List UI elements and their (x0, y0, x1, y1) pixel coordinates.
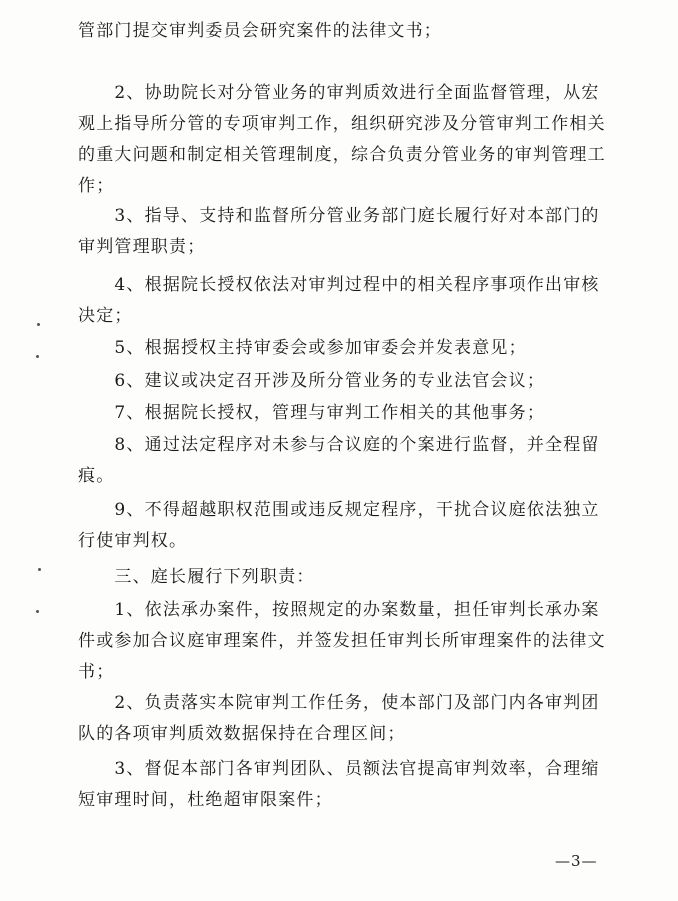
paragraph (78, 333, 610, 364)
text-line: 行使审判权。 (78, 531, 188, 551)
paragraph (78, 398, 610, 429)
scan-speck (36, 355, 39, 358)
text-line: 决定； (78, 306, 133, 326)
text-line: 队的各项审判质效数据保持在合理区间； (78, 724, 406, 744)
paragraph (78, 366, 610, 397)
text-line: 短审理时间，杜绝超审限案件； (78, 790, 333, 810)
paragraph (78, 270, 610, 332)
text-line: 8、通过法定程序对未参与合议庭的个案进行监督，并全程留 (78, 435, 600, 455)
paragraph (78, 201, 610, 263)
text-line: 作； (78, 176, 115, 196)
paragraph (78, 78, 610, 202)
text-line: 5、根据授权主持审委会或参加审委会并发表意见； (78, 338, 527, 358)
scan-speck (38, 568, 41, 571)
paragraph (78, 754, 610, 816)
text-line: 观上指导所分管的专项审判工作，组织研究涉及分管审判工作相关 (78, 114, 606, 134)
text-line: 3、指导、支持和监督所分管业务部门庭长履行好对本部门的 (78, 206, 600, 226)
text-line: 2、负责落实本院审判工作任务，使本部门及部门内各审判团 (78, 693, 600, 713)
text-line: 书； (78, 662, 115, 682)
text-line: 的重大问题和制定相关管理制度，综合负责分管业务的审判管理工 (78, 145, 606, 165)
text-line: 9、不得超越职权范围或违反规定程序，干扰合议庭依法独立 (78, 500, 600, 520)
scan-speck (36, 610, 39, 613)
text-line: 痕。 (78, 466, 115, 486)
page-number: —3— (555, 852, 598, 870)
scan-speck (37, 323, 40, 326)
text-line: 7、根据院长授权，管理与审判工作相关的其他事务； (78, 403, 546, 423)
paragraph (78, 495, 610, 557)
text-line: 2、协助院长对分管业务的审判质效进行全面监督管理，从宏 (78, 83, 600, 103)
paragraph (78, 430, 610, 492)
paragraph (78, 688, 610, 750)
paragraph (78, 16, 610, 47)
text-line: 件或参加合议庭审理案件，并签发担任审判长所审理案件的法律文 (78, 631, 606, 651)
text-line: 三、庭长履行下列职责： (78, 567, 315, 587)
text-line: 4、根据院长授权依法对审判过程中的相关程序事项作出审核 (78, 275, 600, 295)
text-line: 审判管理职责； (78, 237, 206, 257)
text-line: 管部门提交审判委员会研究案件的法律文书； (78, 21, 442, 41)
text-line: 3、督促本部门各审判团队、员额法官提高审判效率，合理缩 (78, 759, 600, 779)
paragraph (78, 595, 610, 688)
section-heading (78, 562, 610, 593)
text-line: 1、依法承办案件，按照规定的办案数量，担任审判长承办案 (78, 600, 600, 620)
text-line: 6、建议或决定召开涉及所分管业务的专业法官会议； (78, 371, 546, 391)
